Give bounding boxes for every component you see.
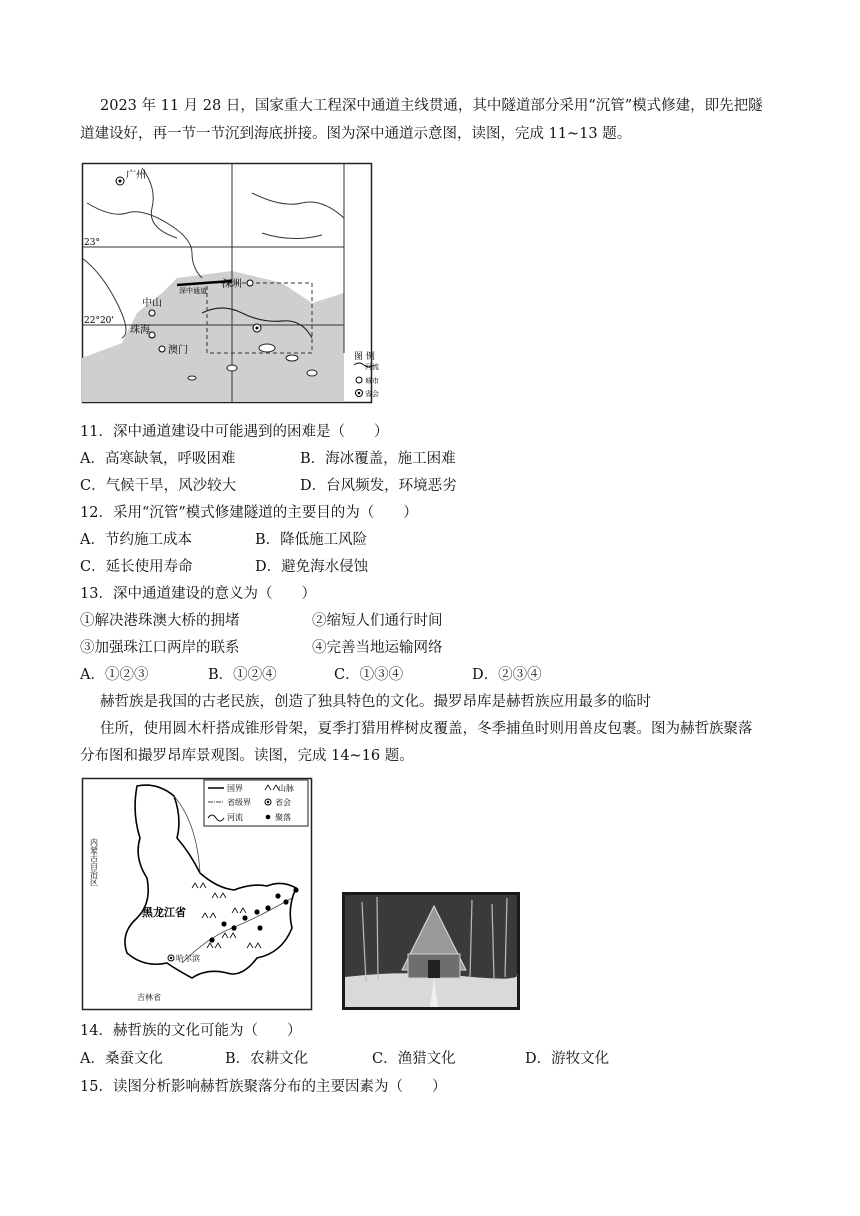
q13-option-d[interactable]: D．②③④ xyxy=(472,667,542,683)
legend-title: 图 例 xyxy=(354,352,375,362)
q15-stem: 15．读图分析影响赫哲族聚落分布的主要因素为（ ） xyxy=(80,1079,447,1095)
lat-label-bottom: 22°20' xyxy=(84,316,114,326)
legend-province-border: 省级界 xyxy=(227,798,251,807)
q13-statement-1: ①解决港珠澳大桥的拥堵 xyxy=(80,613,240,629)
legend-city: 城市 xyxy=(365,377,379,385)
shenzhong-channel-map xyxy=(82,163,379,403)
intro1-line2: 道建设好，再一节一节沉到海底拼接。图为深中通道示意图，读图，完成 11~13 题。 xyxy=(80,126,632,142)
city-shenzhen: 深圳 xyxy=(222,279,242,290)
intro2-line2: 住所，使用圆木杆搭成锥形骨架，夏季打猎用桦树皮覆盖，冬季捕鱼时则用兽皮包裹。图为赫哲族聚落 xyxy=(100,721,753,737)
zhongshan-marker xyxy=(149,310,155,316)
legend-capital: 省会 xyxy=(275,798,291,807)
q13-option-b[interactable]: B．①②④ xyxy=(208,667,277,683)
city-guangzhou: 广州 xyxy=(126,170,146,181)
cuoluoangku-photo xyxy=(342,892,520,1010)
hezhe-settlement-map xyxy=(82,778,312,1010)
q13-stem: 13．深中通道建设的意义为（ ） xyxy=(80,586,316,602)
shenzhen-marker xyxy=(247,280,253,286)
q13-statement-2: ②缩短人们通行时间 xyxy=(312,613,443,629)
legend-river: 河流 xyxy=(365,363,379,371)
label-inner-mongolia: 内蒙古自治区 xyxy=(89,838,99,886)
city-zhongshan: 中山 xyxy=(142,298,162,309)
legend-river: 河流 xyxy=(227,813,243,822)
channel-label: 深中通道 xyxy=(179,287,207,295)
intro1-line1: 2023 年 11 月 28 日，国家重大工程深中通道主线贯通，其中隧道部分采用“沉管”模式修建，即先把隧 xyxy=(100,98,763,114)
label-heilongjiang: 黑龙江省 xyxy=(142,906,186,919)
q14-option-a[interactable]: A．桑蚕文化 xyxy=(80,1051,163,1067)
macau-marker xyxy=(159,346,165,352)
q11-option-a[interactable]: A．高寒缺氧，呼吸困难 xyxy=(80,451,236,467)
intro2-line1: 赫哲族是我国的古老民族，创造了独具特色的文化。撮罗昂库是赫哲族应用最多的临时 xyxy=(100,694,651,710)
legend-border: 国界 xyxy=(227,784,243,793)
q14-option-d[interactable]: D．游牧文化 xyxy=(525,1051,610,1067)
intro2-line3: 分布图和撮罗昂库景观图。读图，完成 14~16 题。 xyxy=(80,748,414,764)
legend-settlement: 聚落 xyxy=(275,813,291,822)
q13-statement-3: ③加强珠江口两岸的联系 xyxy=(80,640,240,656)
q14-stem: 14．赫哲族的文化可能为（ ） xyxy=(80,1023,302,1039)
q14-option-c[interactable]: C．渔猎文化 xyxy=(372,1051,456,1067)
q14-option-b[interactable]: B．农耕文化 xyxy=(225,1051,309,1067)
q12-option-a[interactable]: A．节约施工成本 xyxy=(80,532,192,548)
q13-statement-4: ④完善当地运输网络 xyxy=(312,640,443,656)
q12-option-d[interactable]: D．避免海水侵蚀 xyxy=(255,559,369,575)
q11-option-c[interactable]: C．气候干旱，风沙较大 xyxy=(80,478,237,494)
q12-stem: 12．采用“沉管”模式修建隧道的主要目的为（ ） xyxy=(80,505,418,521)
q13-option-c[interactable]: C．①③④ xyxy=(334,667,404,683)
label-jilin: 吉林省 xyxy=(137,993,161,1002)
q13-option-a[interactable]: A．①②③ xyxy=(80,667,149,683)
legend-capital: 省会 xyxy=(365,390,379,398)
label-harbin: 哈尔滨 xyxy=(176,954,200,963)
q11-option-b[interactable]: B．海冰覆盖，施工困难 xyxy=(300,451,456,467)
legend-mountain: 山脉 xyxy=(278,784,294,793)
lat-label-top: 23° xyxy=(84,238,100,248)
q12-option-c[interactable]: C．延长使用寿命 xyxy=(80,559,193,575)
city-macau: 澳门 xyxy=(168,345,188,356)
city-zhuhai: 珠海 xyxy=(130,325,150,336)
q11-stem: 11．深中通道建设中可能遇到的困难是（ ） xyxy=(80,424,389,440)
q11-option-d[interactable]: D．台风频发，环境恶劣 xyxy=(300,478,457,494)
q12-option-b[interactable]: B．降低施工风险 xyxy=(255,532,368,548)
